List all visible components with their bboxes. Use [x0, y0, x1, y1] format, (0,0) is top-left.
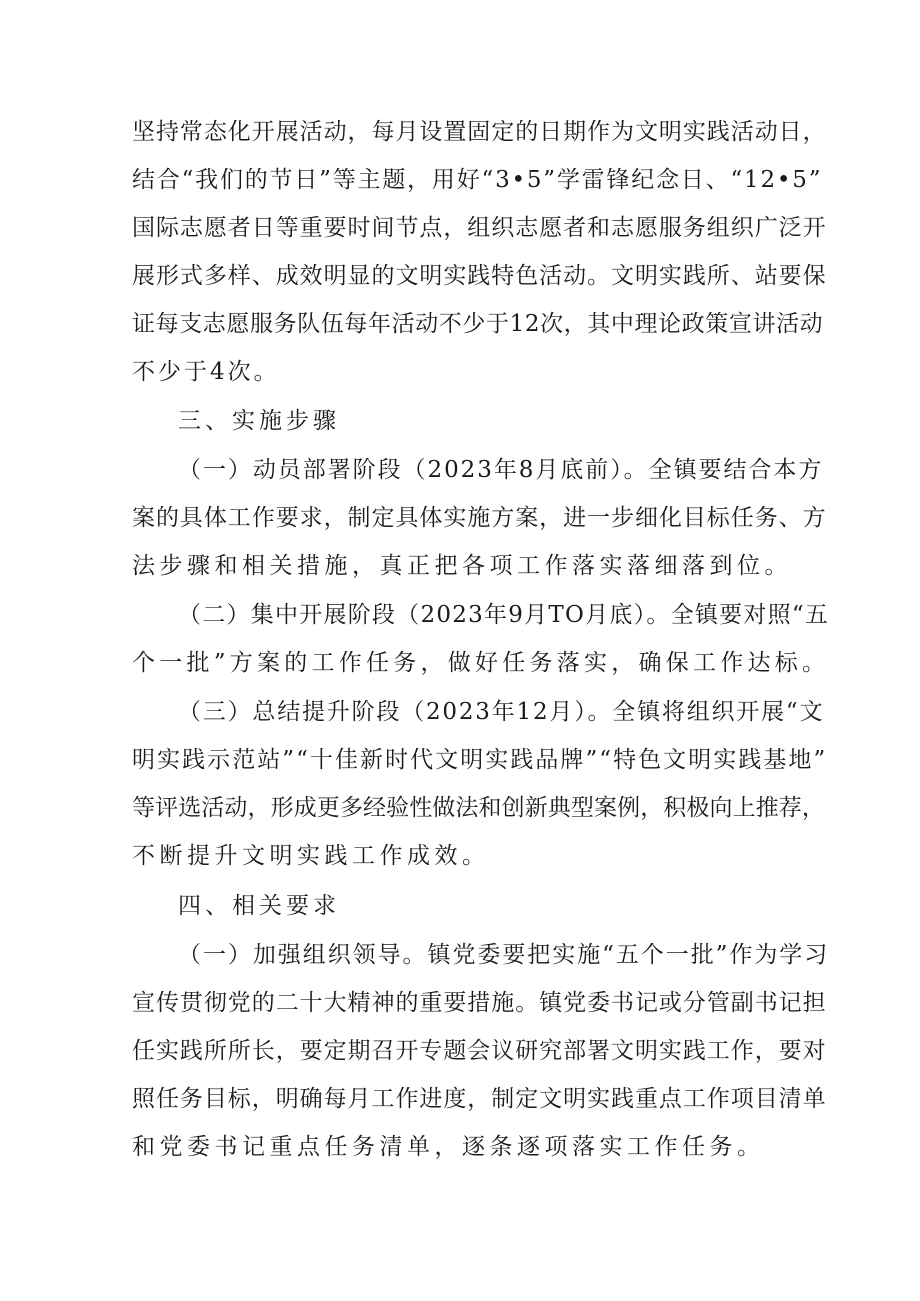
text-line: （一）动员部署阶段（2023年8月底前）。全镇要结合本方	[178, 457, 824, 483]
section-heading: 三、实施步骤	[178, 408, 340, 434]
text-line: 不少于4次。	[132, 359, 280, 385]
text-line: 结合“我们的节日”等主题，用好“3•5”学雷锋纪念日、“12•5”	[132, 167, 823, 193]
text-line: 证每支志愿服务队伍每年活动不少于12次，其中理论政策宣讲活动	[132, 311, 824, 337]
text-line: 展形式多样、成效明显的文明实践特色活动。文明实践所、站要保	[132, 263, 827, 289]
text-line: 案的具体工作要求，制定具体实施方案，进一步细化目标任务、方	[132, 505, 827, 531]
text-line: （二）集中开展阶段（2023年9月TO月底）。全镇要对照“五	[178, 602, 830, 628]
text-line: 照任务目标，明确每月工作进度，制定文明实践重点工作项目清单	[132, 1086, 827, 1112]
text-line: （一）加强组织领导。镇党委要把实施“五个一批”作为学习	[178, 942, 830, 968]
text-line: 国际志愿者日等重要时间节点，组织志愿者和志愿服务组织广泛开	[132, 215, 827, 241]
text-line: （三）总结提升阶段（2023年12月）。全镇将组织开展“文	[178, 699, 825, 725]
text-line: 个一批”方案的工作任务，做好任务落实，确保工作达标。	[132, 650, 830, 676]
text-line: 明实践示范站”“十佳新时代文明实践品牌”“特色文明实践基地”	[132, 747, 828, 773]
text-line: 法步骤和相关措施，真正把各项工作落实落细落到位。	[132, 553, 792, 579]
section-heading: 四、相关要求	[178, 893, 340, 919]
text-line: 等评选活动，形成更多经验性做法和创新典型案例，积极向上推荐，	[132, 795, 825, 821]
text-line: 不断提升文明实践工作成效。	[132, 843, 490, 869]
text-line: 宣传贯彻党的二十大精神的重要措施。镇党委书记或分管副书记担	[132, 990, 827, 1016]
text-line: 任实践所所长，要定期召开专题会议研究部署文明实践工作，要对	[132, 1038, 827, 1064]
text-line: 坚持常态化开展活动，每月设置固定的日期作为文明实践活动日，	[132, 119, 827, 145]
text-line: 和党委书记重点任务清单，逐条逐项落实工作任务。	[132, 1134, 765, 1160]
